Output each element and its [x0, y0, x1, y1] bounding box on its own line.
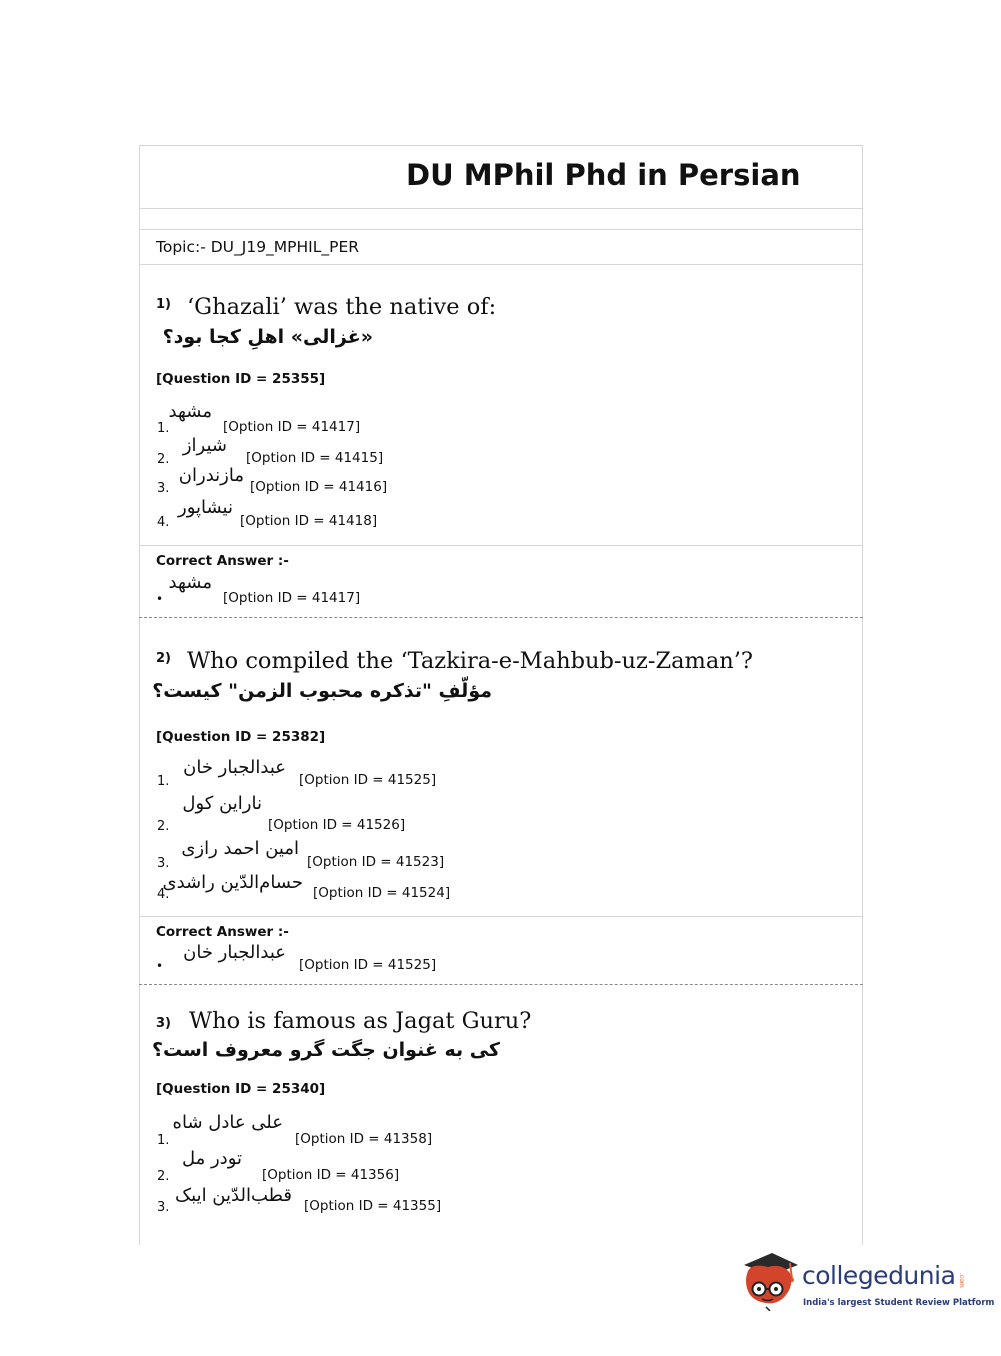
question-text-persian: «غزالی» اهلِ کجا بود؟ [162, 326, 373, 348]
logo-com: .com [958, 1273, 965, 1288]
topic-label: Topic:- DU_J19_MPHIL_PER [156, 238, 360, 256]
divider [139, 229, 863, 230]
option-number: 1. [157, 774, 170, 789]
question-id: [Question ID = 25340] [156, 1081, 326, 1097]
option-text-persian: مشهد [168, 401, 212, 422]
bullet: • [156, 959, 164, 973]
question-number: 2) [156, 651, 171, 666]
question-id: [Question ID = 25355] [156, 371, 326, 387]
divider [139, 545, 863, 546]
correct-answer-option-id: [Option ID = 41417] [223, 590, 361, 606]
option-text-persian: امین احمد رازی [181, 838, 299, 859]
divider [139, 208, 863, 209]
question-text-persian: مؤلّفِ "تذکره محبوب الزمن" کیست؟ [152, 680, 492, 702]
option-text-persian: عبدالجبار خان [183, 757, 286, 778]
question-number: 3) [156, 1016, 171, 1031]
option-number: 2. [157, 452, 170, 467]
option-number: 1. [157, 421, 170, 436]
correct-answer-persian: عبدالجبار خان [183, 942, 286, 963]
option-id: [Option ID = 41356] [262, 1167, 400, 1183]
option-number: 4. [157, 887, 170, 902]
option-text-persian: علی عادل شاه [172, 1112, 283, 1133]
option-text-persian: تودر مل [181, 1148, 242, 1169]
option-number: 1. [157, 1133, 170, 1148]
logo-wordmark: collegedunia [802, 1261, 956, 1290]
correct-answer-persian: مشهد [168, 572, 212, 593]
option-text-persian: قطب‌الدّین ایبک [175, 1185, 292, 1206]
question-number: 1) [156, 297, 171, 312]
option-number: 3. [157, 481, 170, 496]
option-text-persian: شیراز [182, 435, 227, 456]
option-id: [Option ID = 41418] [240, 513, 378, 529]
option-id: [Option ID = 41355] [304, 1198, 442, 1214]
question-text-english: ‘Ghazali’ was the native of: [187, 294, 497, 320]
option-number: 4. [157, 515, 170, 530]
divider [139, 916, 863, 917]
option-number: 3. [157, 1200, 170, 1215]
option-id: [Option ID = 41523] [307, 854, 445, 870]
logo-tagline: India's largest Student Review Platform [803, 1298, 995, 1308]
option-text-persian: ناراین کول [182, 793, 262, 814]
dashed-divider [139, 984, 863, 985]
correct-answer-label: Correct Answer :- [156, 553, 289, 569]
option-number: 2. [157, 819, 170, 834]
option-id: [Option ID = 41524] [313, 885, 451, 901]
option-id: [Option ID = 41525] [299, 772, 437, 788]
question-text-english: Who is famous as Jagat Guru? [189, 1008, 532, 1034]
option-text-persian: حسام‌الدّین راشدی [162, 872, 303, 893]
option-id: [Option ID = 41526] [268, 817, 406, 833]
option-text-persian: نیشاپور [178, 497, 233, 518]
bullet: • [156, 592, 164, 606]
page-title: DU MPhil Phd in Persian [406, 158, 801, 192]
question-text-persian: کی به غنوان جگت گرو معروف است؟ [151, 1039, 500, 1061]
divider [139, 264, 863, 265]
option-number: 2. [157, 1169, 170, 1184]
option-id: [Option ID = 41358] [295, 1131, 433, 1147]
option-number: 3. [157, 856, 170, 871]
option-id: [Option ID = 41417] [223, 419, 361, 435]
correct-answer-label: Correct Answer :- [156, 924, 289, 940]
question-text-english: Who compiled the ‘Tazkira-e-Mahbub-uz-Zaman’? [187, 648, 753, 674]
option-id: [Option ID = 41416] [250, 479, 388, 495]
dashed-divider [139, 617, 863, 618]
option-id: [Option ID = 41415] [246, 450, 384, 466]
correct-answer-option-id: [Option ID = 41525] [299, 957, 437, 973]
option-text-persian: مازندران [178, 465, 244, 486]
question-id: [Question ID = 25382] [156, 729, 326, 745]
